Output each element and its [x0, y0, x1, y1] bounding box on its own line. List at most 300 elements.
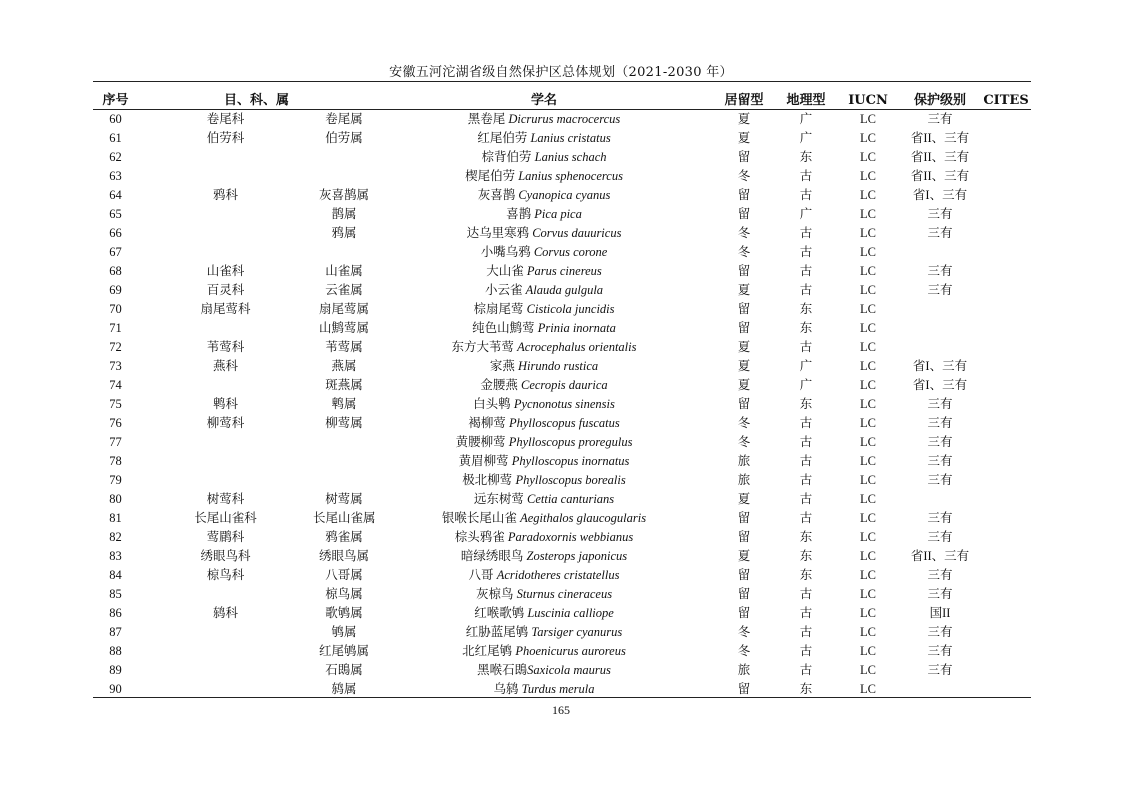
- species-chinese-name: 家燕: [489, 359, 518, 373]
- cell-protection: 三有: [927, 587, 953, 601]
- col-header-protection: 保护级别: [914, 93, 967, 108]
- cell-scientific-name: [375, 110, 713, 129]
- cell-scientific-name: [375, 642, 713, 661]
- cell-no: 72: [109, 340, 122, 354]
- cell-no: 63: [109, 169, 122, 183]
- species-chinese-name: 东方大苇莺: [451, 340, 518, 354]
- species-latin-name: Lanius cristatus: [530, 131, 611, 145]
- cell-scientific-name: [375, 319, 713, 338]
- cell-genus: [313, 452, 375, 471]
- cell-residence: 留: [737, 568, 751, 582]
- cell-genus: 灰喜鹊属: [319, 188, 370, 202]
- cell-iucn: LC: [860, 169, 876, 183]
- cell-residence: 冬: [737, 644, 751, 658]
- cell-cites: [981, 414, 1031, 433]
- cell-geo: 东: [799, 530, 813, 544]
- cell-residence: 留: [737, 397, 751, 411]
- cell-geo: 广: [799, 359, 813, 373]
- cell-scientific-name: [375, 262, 713, 281]
- cell-protection: 三有: [927, 416, 953, 430]
- cell-protection: 三有: [927, 511, 953, 525]
- cell-residence: 夏: [737, 549, 751, 563]
- table-row: [93, 642, 1031, 661]
- cell-scientific-name: [375, 224, 713, 243]
- table-row: [93, 129, 1031, 148]
- species-chinese-name: 远东树莺: [473, 492, 527, 506]
- table-row: [93, 452, 1031, 471]
- cell-residence: 留: [737, 511, 751, 525]
- cell-geo: 古: [799, 644, 813, 658]
- cell-residence: 夏: [737, 378, 751, 392]
- species-latin-name: Luscinia calliope: [527, 606, 614, 620]
- cell-genus: 扇尾莺属: [319, 302, 370, 316]
- table-row: [93, 585, 1031, 604]
- species-latin-name: Parus cinereus: [526, 264, 602, 278]
- cell-family: [138, 585, 313, 604]
- cell-protection: 三有: [927, 226, 953, 240]
- species-chinese-name: 红尾伯劳: [477, 131, 531, 145]
- cell-protection: 省II、三有: [910, 169, 970, 183]
- cell-family: 绣眼鸟科: [200, 549, 251, 563]
- table-row: [93, 433, 1031, 452]
- cell-protection: 国II: [929, 606, 951, 620]
- cell-protection: 三有: [927, 283, 953, 297]
- cell-genus: [313, 243, 375, 262]
- cell-protection: 省I、三有: [912, 359, 968, 373]
- cell-iucn: LC: [860, 606, 876, 620]
- species-chinese-name: 小云雀: [484, 283, 526, 297]
- cell-cites: [981, 186, 1031, 205]
- cell-genus: 云雀属: [325, 283, 363, 297]
- species-latin-name: Saxicola maurus: [527, 663, 611, 677]
- cell-no: 82: [109, 530, 122, 544]
- cell-family: 伯劳科: [206, 131, 245, 145]
- cell-family: [138, 224, 313, 243]
- cell-geo: 广: [799, 112, 813, 126]
- cell-no: 62: [109, 150, 122, 164]
- cell-protection: 三有: [927, 397, 953, 411]
- species-chinese-name: 纯色山鹪莺: [472, 321, 538, 335]
- cell-genus: 树莺属: [325, 492, 363, 506]
- cell-no: 88: [109, 644, 122, 658]
- cell-iucn: LC: [860, 644, 876, 658]
- cell-genus: 鸦雀属: [325, 530, 363, 544]
- species-latin-name: Sturnus cineraceus: [516, 587, 613, 601]
- cell-scientific-name: [375, 471, 713, 490]
- cell-cites: [981, 585, 1031, 604]
- cell-iucn: LC: [860, 435, 876, 449]
- species-chinese-name: 白头鹎: [473, 397, 514, 411]
- species-chinese-name: 棕扇尾莺: [473, 302, 527, 316]
- cell-iucn: LC: [860, 568, 876, 582]
- species-latin-name: Cettia canturians: [527, 492, 615, 506]
- cell-scientific-name: [375, 300, 713, 319]
- cell-iucn: LC: [860, 150, 876, 164]
- cell-genus: 燕属: [331, 359, 357, 373]
- cell-family: 鹎科: [212, 397, 238, 411]
- cell-scientific-name: [375, 490, 713, 509]
- cell-no: 68: [109, 264, 122, 278]
- species-latin-name: Cyanopica cyanus: [518, 188, 611, 202]
- cell-geo: 古: [799, 283, 813, 297]
- cell-no: 85: [109, 587, 122, 601]
- table-row: [93, 205, 1031, 224]
- cell-protection: 三有: [927, 625, 953, 639]
- table-row: [93, 471, 1031, 490]
- cell-residence: 冬: [737, 435, 751, 449]
- species-chinese-name: 灰椋鸟: [475, 587, 517, 601]
- cell-genus: 伯劳属: [325, 131, 363, 145]
- species-latin-name: Phylloscopus borealis: [515, 473, 626, 487]
- cell-scientific-name: [375, 452, 713, 471]
- cell-no: 74: [109, 378, 122, 392]
- cell-genus: 苇莺属: [325, 340, 363, 354]
- cell-iucn: LC: [860, 188, 876, 202]
- col-header-no: 序号: [102, 93, 129, 108]
- cell-geo: 古: [799, 245, 813, 259]
- cell-protection: 三有: [927, 435, 953, 449]
- cell-cites: [981, 300, 1031, 319]
- cell-scientific-name: [375, 547, 713, 566]
- species-latin-name: Lanius schach: [534, 150, 607, 164]
- cell-residence: 留: [737, 587, 751, 601]
- cell-cites: [981, 376, 1031, 395]
- cell-family: [138, 642, 313, 661]
- species-latin-name: Prinia inornata: [537, 321, 616, 335]
- cell-protection: 三有: [927, 663, 953, 677]
- cell-cites: [981, 110, 1031, 129]
- cell-iucn: LC: [860, 283, 876, 297]
- cell-genus: [313, 471, 375, 490]
- cell-family: 扇尾莺科: [200, 302, 251, 316]
- table-row: [93, 281, 1031, 300]
- cell-genus: 鹊属: [331, 207, 357, 221]
- cell-genus: 山雀属: [325, 264, 363, 278]
- table-row: [93, 547, 1031, 566]
- cell-scientific-name: [375, 661, 713, 680]
- cell-family: 卷尾科: [206, 112, 245, 126]
- cell-cites: [981, 623, 1031, 642]
- col-header-iucn: IUCN: [848, 93, 888, 108]
- cell-iucn: LC: [860, 359, 876, 373]
- species-latin-name: Phoenicurus auroreus: [515, 644, 626, 658]
- cell-residence: 留: [737, 530, 751, 544]
- species-latin-name: Hirundo rustica: [517, 359, 599, 373]
- cell-cites: [981, 338, 1031, 357]
- table-row: [93, 566, 1031, 585]
- species-chinese-name: 红喉歌鸲: [474, 606, 528, 620]
- cell-scientific-name: [375, 414, 713, 433]
- cell-genus: [313, 167, 375, 186]
- cell-no: 67: [109, 245, 122, 259]
- cell-cites: [981, 566, 1031, 585]
- cell-geo: 古: [799, 435, 813, 449]
- cell-residence: 留: [737, 302, 751, 316]
- species-latin-name: Aegithalos glaucogularis: [520, 511, 647, 525]
- cell-scientific-name: [375, 376, 713, 395]
- cell-geo: 东: [799, 397, 813, 411]
- cell-genus: 鸲属: [331, 625, 357, 639]
- cell-residence: 旅: [737, 663, 751, 677]
- cell-scientific-name: [375, 623, 713, 642]
- cell-no: 65: [109, 207, 122, 221]
- cell-protection: [899, 319, 981, 338]
- species-chinese-name: 北红尾鸲: [462, 644, 516, 658]
- cell-residence: 冬: [737, 169, 751, 183]
- cell-geo: 广: [799, 207, 813, 221]
- cell-genus: [313, 148, 375, 167]
- cell-scientific-name: [375, 281, 713, 300]
- cell-residence: 夏: [737, 112, 751, 126]
- species-chinese-name: 灰喜鹊: [477, 188, 519, 202]
- species-chinese-name: 黑卷尾: [467, 112, 509, 126]
- cell-geo: 古: [799, 606, 813, 620]
- cell-iucn: LC: [860, 682, 876, 696]
- cell-family: 燕科: [212, 359, 238, 373]
- cell-no: 60: [109, 112, 122, 126]
- cell-geo: 东: [799, 302, 813, 316]
- cell-iucn: LC: [860, 378, 876, 392]
- cell-cites: [981, 357, 1031, 376]
- cell-scientific-name: [375, 528, 713, 547]
- cell-geo: 古: [799, 454, 813, 468]
- cell-iucn: LC: [860, 549, 876, 563]
- cell-family: [138, 452, 313, 471]
- cell-no: 76: [109, 416, 122, 430]
- col-header-scientific-name: 学名: [531, 93, 558, 108]
- cell-scientific-name: [375, 186, 713, 205]
- table-row: [93, 509, 1031, 528]
- cell-protection: 省II、三有: [910, 131, 970, 145]
- page-title: 安徽五河沱湖省级自然保护区总体规划（2021-2030 年）: [389, 65, 733, 80]
- cell-no: 69: [109, 283, 122, 297]
- cell-scientific-name: [375, 604, 713, 623]
- cell-geo: 古: [799, 188, 813, 202]
- cell-genus: 歌鸲属: [325, 606, 363, 620]
- cell-iucn: LC: [860, 131, 876, 145]
- cell-no: 79: [109, 473, 122, 487]
- species-chinese-name: 八哥: [468, 568, 497, 582]
- species-chinese-name: 银喉长尾山雀: [441, 511, 521, 525]
- cell-residence: 冬: [737, 226, 751, 240]
- cell-family: [138, 623, 313, 642]
- cell-iucn: LC: [860, 340, 876, 354]
- cell-cites: [981, 148, 1031, 167]
- cell-no: 75: [109, 397, 122, 411]
- species-chinese-name: 褐柳莺: [468, 416, 509, 430]
- cell-geo: 广: [799, 378, 813, 392]
- cell-family: 树莺科: [206, 492, 245, 506]
- table-row: [93, 300, 1031, 319]
- cell-scientific-name: [375, 338, 713, 357]
- cell-cites: [981, 395, 1031, 414]
- cell-cites: [981, 490, 1031, 509]
- cell-cites: [981, 129, 1031, 148]
- cell-no: 84: [109, 568, 122, 582]
- cell-cites: [981, 661, 1031, 680]
- species-chinese-name: 黄眉柳莺: [458, 454, 512, 468]
- col-header-cites: CITES: [983, 93, 1029, 108]
- table-header-row: [93, 91, 1031, 110]
- species-latin-name: Turdus merula: [521, 682, 595, 696]
- species-latin-name: Acridotheres cristatellus: [496, 568, 620, 582]
- cell-iucn: LC: [860, 264, 876, 278]
- cell-iucn: LC: [860, 226, 876, 240]
- cell-scientific-name: [375, 167, 713, 186]
- cell-iucn: LC: [860, 112, 876, 126]
- cell-protection: 省II、三有: [910, 150, 970, 164]
- cell-genus: [313, 433, 375, 452]
- cell-family: [138, 376, 313, 395]
- cell-geo: 广: [799, 131, 813, 145]
- cell-no: 77: [109, 435, 122, 449]
- cell-residence: 留: [737, 207, 751, 221]
- cell-genus: 鸫属: [331, 682, 357, 696]
- cell-protection: 三有: [927, 264, 953, 278]
- col-header-taxon: 目、科、属: [224, 93, 290, 108]
- cell-no: 66: [109, 226, 122, 240]
- cell-family: 苇莺科: [206, 340, 245, 354]
- table-row: [93, 110, 1031, 129]
- cell-residence: 旅: [737, 454, 751, 468]
- cell-iucn: LC: [860, 587, 876, 601]
- cell-genus: 绣眼鸟属: [319, 549, 370, 563]
- cell-no: 83: [109, 549, 122, 563]
- species-latin-name: Lanius sphenocercus: [518, 169, 623, 183]
- species-latin-name: Pycnonotus sinensis: [513, 397, 615, 411]
- cell-no: 87: [109, 625, 122, 639]
- cell-geo: 古: [799, 340, 813, 354]
- cell-cites: [981, 224, 1031, 243]
- species-chinese-name: 喜鹊: [506, 207, 535, 221]
- species-chinese-name: 暗绿绣眼鸟: [460, 549, 527, 563]
- species-chinese-name: 棕头鸦雀: [454, 530, 508, 544]
- species-chinese-name: 黑喉石鵖: [477, 663, 528, 677]
- species-chinese-name: 极北柳莺: [462, 473, 516, 487]
- page-number: 165: [552, 703, 570, 717]
- species-latin-name: Phylloscopus fuscatus: [508, 416, 620, 430]
- cell-scientific-name: [375, 243, 713, 262]
- table-row: [93, 490, 1031, 509]
- cell-cites: [981, 471, 1031, 490]
- species-chinese-name: 红胁蓝尾鸲: [465, 625, 532, 639]
- cell-residence: 夏: [737, 283, 751, 297]
- cell-family: [138, 661, 313, 680]
- species-latin-name: Corvus corone: [533, 245, 608, 259]
- cell-genus: 鸦属: [331, 226, 357, 240]
- cell-family: [138, 433, 313, 452]
- species-chinese-name: 小嘴乌鸦: [480, 245, 534, 259]
- cell-residence: 夏: [737, 359, 751, 373]
- cell-family: 莺鹛科: [206, 530, 245, 544]
- species-latin-name: Corvus dauuricus: [532, 226, 622, 240]
- cell-scientific-name: [375, 148, 713, 167]
- cell-residence: 冬: [737, 245, 751, 259]
- cell-geo: 古: [799, 511, 813, 525]
- cell-family: 椋鸟科: [206, 568, 245, 582]
- cell-iucn: LC: [860, 492, 876, 506]
- cell-iucn: LC: [860, 416, 876, 430]
- cell-geo: 东: [799, 682, 813, 696]
- cell-no: 90: [109, 682, 122, 696]
- species-latin-name: Dicrurus macrocercus: [508, 112, 621, 126]
- cell-cites: [981, 243, 1031, 262]
- species-latin-name: Tarsiger cyanurus: [531, 625, 623, 639]
- cell-no: 89: [109, 663, 122, 677]
- cell-residence: 留: [737, 188, 751, 202]
- cell-residence: 留: [737, 264, 751, 278]
- cell-geo: 古: [799, 473, 813, 487]
- cell-genus: 长尾山雀属: [313, 511, 376, 525]
- cell-residence: 留: [737, 321, 751, 335]
- cell-protection: 三有: [927, 568, 953, 582]
- cell-residence: 冬: [737, 625, 751, 639]
- cell-geo: 古: [799, 587, 813, 601]
- cell-no: 71: [109, 321, 122, 335]
- table-row: [93, 661, 1031, 680]
- cell-scientific-name: [375, 395, 713, 414]
- cell-iucn: LC: [860, 321, 876, 335]
- cell-cites: [981, 433, 1031, 452]
- cell-geo: 古: [799, 264, 813, 278]
- bottom-rule: [93, 697, 1031, 698]
- cell-cites: [981, 528, 1031, 547]
- cell-residence: 留: [737, 606, 751, 620]
- cell-geo: 古: [799, 492, 813, 506]
- cell-scientific-name: [375, 357, 713, 376]
- cell-geo: 东: [799, 549, 813, 563]
- cell-cites: [981, 642, 1031, 661]
- cell-residence: 留: [737, 150, 751, 164]
- cell-residence: 夏: [737, 492, 751, 506]
- cell-iucn: LC: [860, 511, 876, 525]
- table-row: [93, 338, 1031, 357]
- cell-residence: 夏: [737, 340, 751, 354]
- table-row: [93, 224, 1031, 243]
- cell-iucn: LC: [860, 530, 876, 544]
- cell-protection: [899, 243, 981, 262]
- cell-cites: [981, 319, 1031, 338]
- table-row: [93, 167, 1031, 186]
- species-table: [93, 91, 1031, 699]
- cell-iucn: LC: [860, 245, 876, 259]
- cell-family: 鸫科: [212, 606, 238, 620]
- cell-no: 70: [109, 302, 122, 316]
- species-latin-name: Phylloscopus proregulus: [508, 435, 633, 449]
- cell-family: [138, 243, 313, 262]
- table-row: [93, 148, 1031, 167]
- table-row: [93, 623, 1031, 642]
- species-chinese-name: 乌鸫: [493, 682, 522, 696]
- species-chinese-name: 楔尾伯劳: [465, 169, 519, 183]
- cell-iucn: LC: [860, 207, 876, 221]
- cell-no: 86: [109, 606, 122, 620]
- table-row: [93, 262, 1031, 281]
- cell-cites: [981, 547, 1031, 566]
- cell-cites: [981, 452, 1031, 471]
- cell-scientific-name: [375, 509, 713, 528]
- species-chinese-name: 达乌里寒鸦: [466, 226, 533, 240]
- cell-protection: 三有: [927, 112, 953, 126]
- cell-protection: [899, 300, 981, 319]
- cell-family: 百灵科: [206, 283, 245, 297]
- cell-iucn: LC: [860, 397, 876, 411]
- species-latin-name: Pica pica: [534, 207, 582, 221]
- col-header-residence: 居留型: [724, 93, 764, 108]
- cell-genus: 椋鸟属: [325, 587, 363, 601]
- cell-geo: 东: [799, 321, 813, 335]
- cell-no: 73: [109, 359, 122, 373]
